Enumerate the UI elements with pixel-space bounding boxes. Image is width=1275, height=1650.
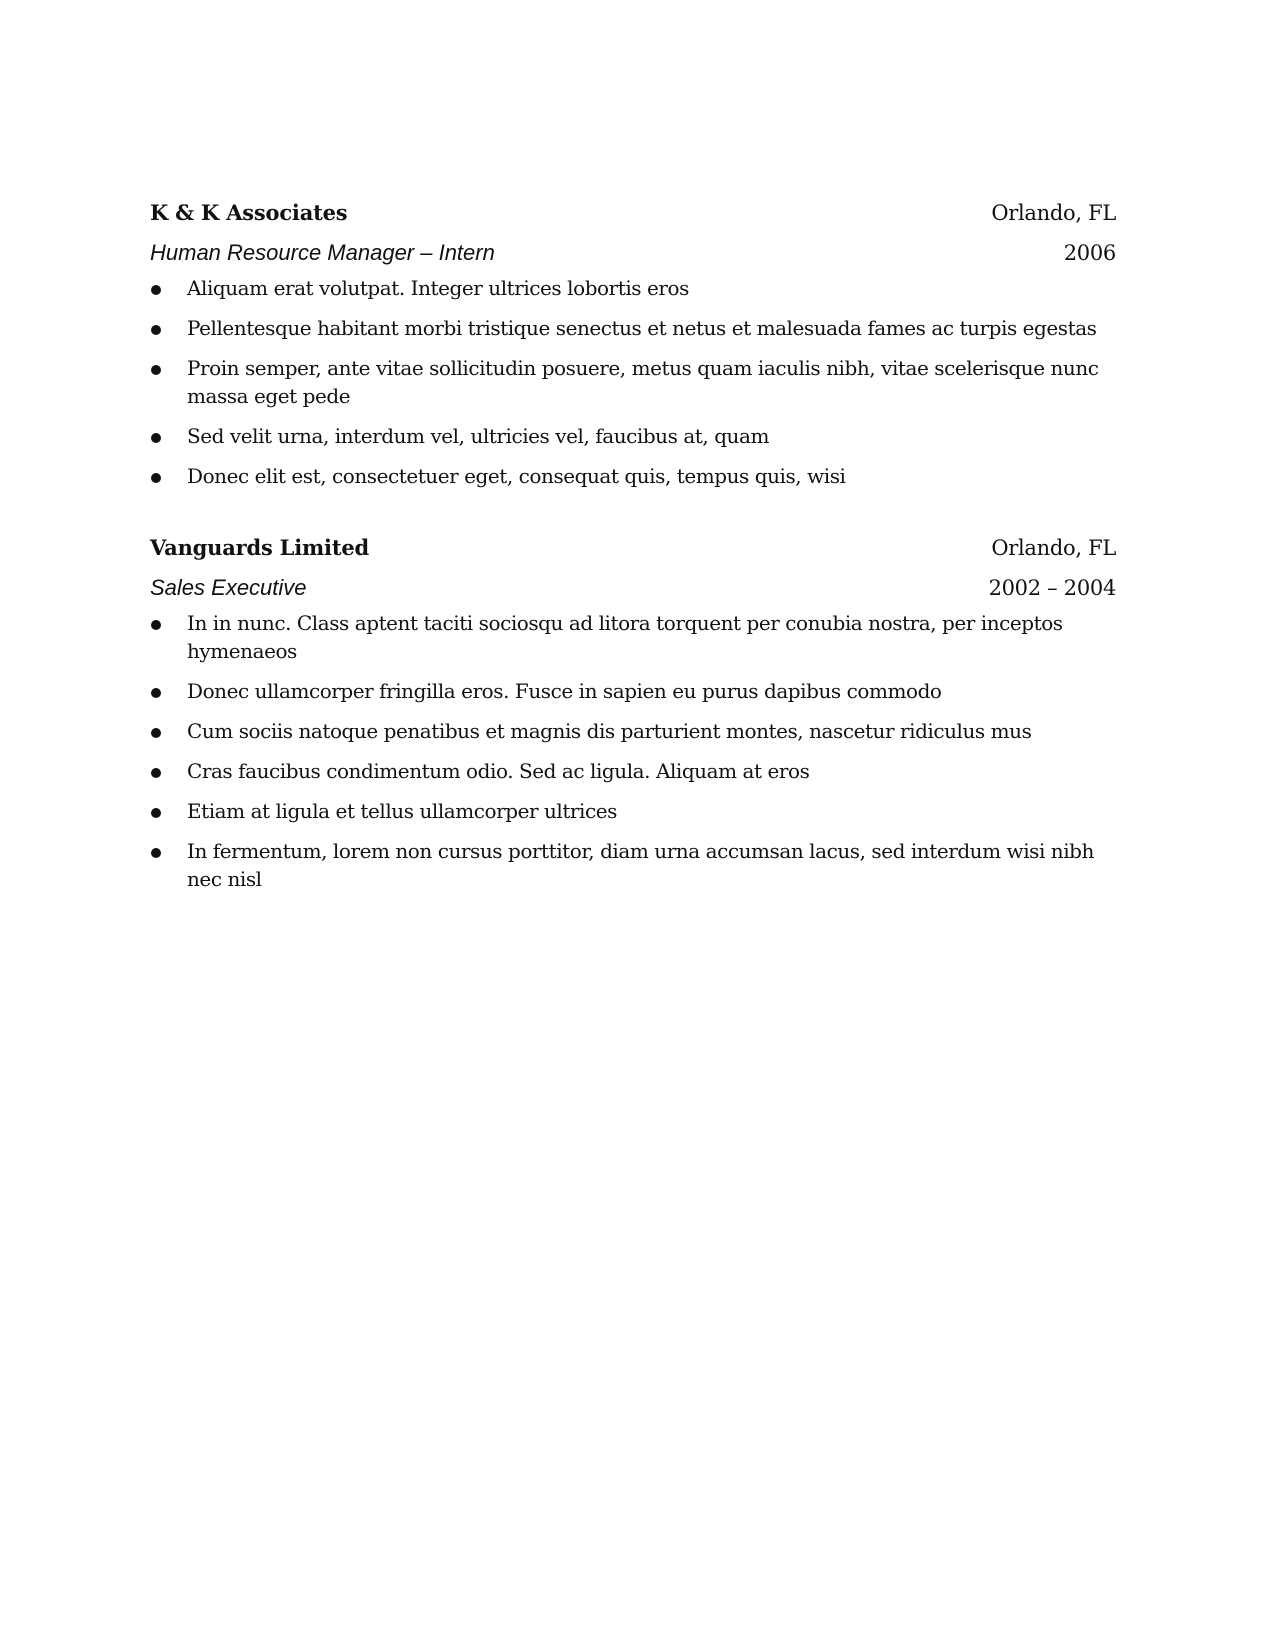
bullet-icon: [151, 848, 161, 858]
bullet-icon: [151, 808, 161, 818]
employment-dates: 2002 – 2004: [988, 576, 1116, 600]
list-item-text: In in nunc. Class aptent taciti sociosqu ad litora torquent per conubia nostra, per inceptos hymenaeos: [187, 611, 1063, 663]
responsibility-list: [150, 274, 1116, 490]
list-item-text: Sed velit urna, interdum vel, ultricies vel, faucibus at, quam: [187, 424, 769, 448]
bullet-icon: [151, 365, 161, 375]
bullet-icon: [151, 620, 161, 630]
list-item: [150, 462, 1116, 490]
experience-section: [150, 193, 1116, 893]
job-title: Human Resource Manager – Intern: [150, 240, 495, 265]
list-item: [150, 274, 1116, 302]
list-item-text: Etiam at ligula et tellus ullamcorper ultrices: [187, 799, 617, 823]
company-name: K & K Associates: [150, 200, 348, 225]
bullet-icon: [151, 688, 161, 698]
list-item: [150, 837, 1116, 893]
bullet-icon: [151, 433, 161, 443]
entry-role-row: [150, 568, 1116, 608]
entry-header-row: [150, 193, 1116, 233]
company-location: Orlando, FL: [991, 201, 1116, 225]
list-item: [150, 422, 1116, 450]
list-item-text: Donec elit est, consectetuer eget, consequat quis, tempus quis, wisi: [187, 464, 846, 488]
list-item-text: Donec ullamcorper fringilla eros. Fusce in sapien eu purus dapibus commodo: [187, 679, 942, 703]
list-item-text: Aliquam erat volutpat. Integer ultrices lobortis eros: [187, 276, 689, 300]
list-item: [150, 609, 1116, 665]
bullet-icon: [151, 728, 161, 738]
list-item-text: Pellentesque habitant morbi tristique senectus et netus et malesuada fames ac turpis egestas: [187, 316, 1097, 340]
list-item-text: In fermentum, lorem non cursus porttitor, diam urna accumsan lacus, sed interdum wisi nibh nec nisl: [187, 839, 1094, 891]
list-item: [150, 677, 1116, 705]
list-item-text: Cras faucibus condimentum odio. Sed ac ligula. Aliquam at eros: [187, 759, 810, 783]
experience-entry-vanguards-limited: [150, 528, 1116, 893]
experience-entry-kk-associates: [150, 193, 1116, 490]
job-title: Sales Executive: [150, 575, 307, 600]
entry-header-row: [150, 528, 1116, 568]
bullet-icon: [151, 285, 161, 295]
list-item-text: Cum sociis natoque penatibus et magnis dis parturient montes, nascetur ridiculus mus: [187, 719, 1032, 743]
bullet-icon: [151, 325, 161, 335]
list-item-text: Proin semper, ante vitae sollicitudin posuere, metus quam iaculis nibh, vitae scelerisque nunc massa eget pede: [187, 356, 1099, 408]
bullet-icon: [151, 768, 161, 778]
company-name: Vanguards Limited: [150, 535, 369, 560]
entry-role-row: [150, 233, 1116, 273]
employment-dates: 2006: [1063, 241, 1116, 265]
list-item: [150, 354, 1116, 410]
bullet-icon: [151, 473, 161, 483]
list-item: [150, 757, 1116, 785]
company-location: Orlando, FL: [991, 536, 1116, 560]
list-item: [150, 314, 1116, 342]
list-item: [150, 797, 1116, 825]
responsibility-list: [150, 609, 1116, 893]
list-item: [150, 717, 1116, 745]
